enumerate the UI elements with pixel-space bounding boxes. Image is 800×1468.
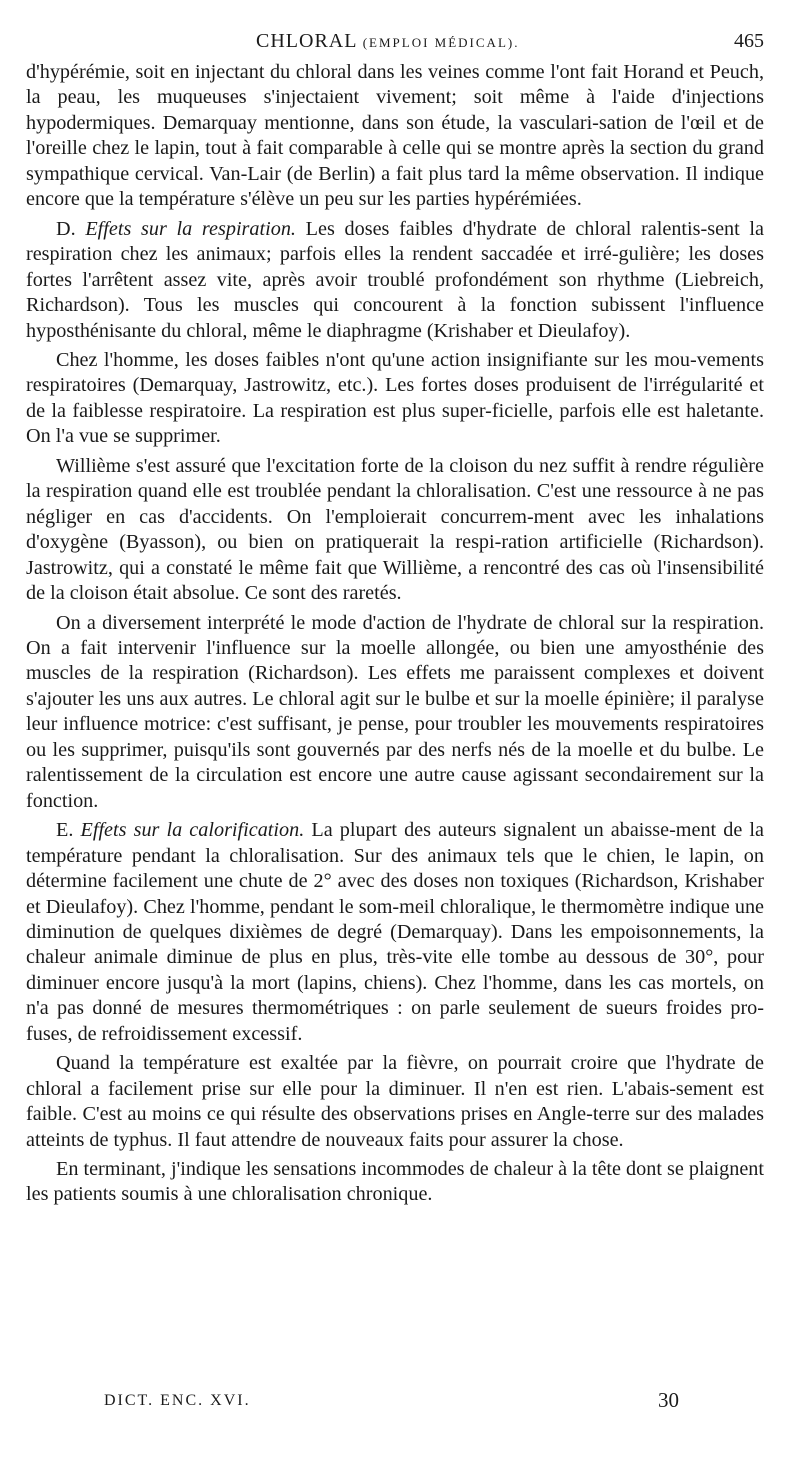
paragraph-1-text: d'hypérémie, soit en injectant du chloral dans les veines comme l'ont fait Horand et Peuch, la peau, les muqueuses s'injectaient vivement; soit même à l'aide d'injections hypodermiques. Demarquay mentionne, dans son étude, la vasculari-sation de l'œil et de l'oreille chez le lapin, tout à fait comparable à celle qui se montre après la section du grand sympathique cervical. Van-Lair (de Berlin) a fait plus tard la même observation. Il indique encore que la température s'élève un peu sur les parties hypérémiées. bbox=[26, 61, 764, 211]
signature-number: 30 bbox=[658, 1388, 679, 1412]
paragraph-5 bbox=[26, 611, 764, 815]
paragraph-5-text: On a diversement interprété le mode d'action de l'hydrate de chloral sur la respiration. On a fait intervenir l'influence sur la moelle allongée, ou bien une amyosthénie des muscles de la respiration (Richardson). Les effets me paraissent complexes et doivent s'ajouter les uns aux autres. Le chloral agit sur le bulbe et sur la moelle épinière; il paralyse leur influence motrice: c'est suffisant, je pense, pour troubler les mouvements respiratoires ou les supprimer, puisqu'ils sont gouvernés par des nerfs nés de la moelle et du bulbe. Le ralentissement de la circulation est encore une autre cause agissant secondairement sur la fonction. bbox=[26, 611, 764, 812]
signature-footer bbox=[26, 1390, 764, 1416]
running-title-main: CHLORAL bbox=[256, 30, 357, 52]
document-page bbox=[26, 0, 764, 1468]
paragraph-6 bbox=[26, 818, 764, 1047]
paragraph-6-text: La plupart des auteurs signalent un abaisse-ment de la température pendant la chloralisation. Sur des animaux tels que le chien, le lapin, on détermine facilement une chute de 2° avec des doses non toxiques (Richardson, Krishaber et Dieulafoy). Chez l'homme, pendant le som-meil chloralique, le thermomètre indique une diminution de quelques dixièmes de degré (Demarquay). Dans les empoisonnements, la chaleur animale diminue de plus en plus, très-vite elle tombe au dessous de 30°, pour diminuer encore jusqu'à la mort (lapins, chiens). Chez l'homme, dans les cas mortels, on n'a pas donné de mesures thermométriques : on parle seulement de sueurs froides pro-fuses, de refroidissement excessif. bbox=[26, 819, 764, 1045]
page-number: 465 bbox=[734, 30, 764, 52]
paragraph-3-text: Chez l'homme, les doses faibles n'ont qu'une action insignifiante sur les mou-vements respiratoires (Demarquay, Jastrowitz, etc.). Les fortes doses produisent de l'irrégularité et de la faiblesse respiratoire. La respiration est plus super-ficielle, parfois elle est haletante. On l'a vue se supprimer. bbox=[26, 348, 764, 448]
paragraph-7-text: Quand la température est exaltée par la fièvre, on pourrait croire que l'hydrate de chloral a facilement prise sur elle pour la diminuer. Il n'en est rien. L'abais-sement est faible. C'est au moins ce qui résulte des observations prises en Angle-terre sur des malades atteints de typhus. Il faut attendre de nouveaux faits pour assurer la chose. bbox=[26, 1052, 764, 1151]
section-e-heading: Effets sur la calorification. bbox=[80, 819, 305, 842]
paragraph-3 bbox=[26, 348, 764, 450]
running-header bbox=[26, 30, 764, 56]
section-d-heading: Effets sur la respiration. bbox=[85, 217, 296, 240]
body-text bbox=[26, 60, 764, 1208]
running-title-sub: (EMPLOI MÉDICAL). bbox=[362, 35, 520, 50]
paragraph-1 bbox=[26, 60, 764, 213]
section-d-lead: D. bbox=[56, 217, 76, 240]
paragraph-8-text: En terminant, j'indique les sensations incommodes de chaleur à la tête dont se plaignent les patients soumis à une chloralisation chronique. bbox=[26, 1158, 764, 1206]
paragraph-7 bbox=[26, 1051, 764, 1153]
paragraph-4-text: Willième s'est assuré que l'excitation forte de la cloison du nez suffit à rendre régulière la respiration quand elle est troublée pendant la chloralisation. C'est une ressource à ne pas négliger en cas d'accidents. On l'emploierait concurrem-ment avec les inhalations d'oxygène (Byasson), ou bien on pratiquerait la respi-ration artificielle (Richardson). Jastrowitz, qui a constaté le même fait que Willième, a rencontré des cas où l'insensibilité de la cloison était absolue. Ce sont des raretés. bbox=[26, 454, 764, 605]
section-e-lead: E. bbox=[56, 819, 74, 842]
signature-label: DICT. ENC. XVI. bbox=[104, 1392, 251, 1409]
paragraph-2-text: Les doses faibles d'hydrate de chloral ralentis-sent la respiration chez les animaux; parfois elles la rendent saccadée et irré-gulière; les doses fortes l'arrêtent assez vite, après avoir troublé profondément son rhythme (Liebreich, Richardson). Tous les muscles qui concourent à la fonction subissent l'influence hyposthénisante du chloral, même le diaphragme (Krishaber et Dieulafoy). bbox=[26, 217, 764, 342]
paragraph-4 bbox=[26, 454, 764, 607]
paragraph-8 bbox=[26, 1157, 764, 1208]
paragraph-2 bbox=[26, 217, 764, 344]
running-title bbox=[256, 30, 519, 53]
